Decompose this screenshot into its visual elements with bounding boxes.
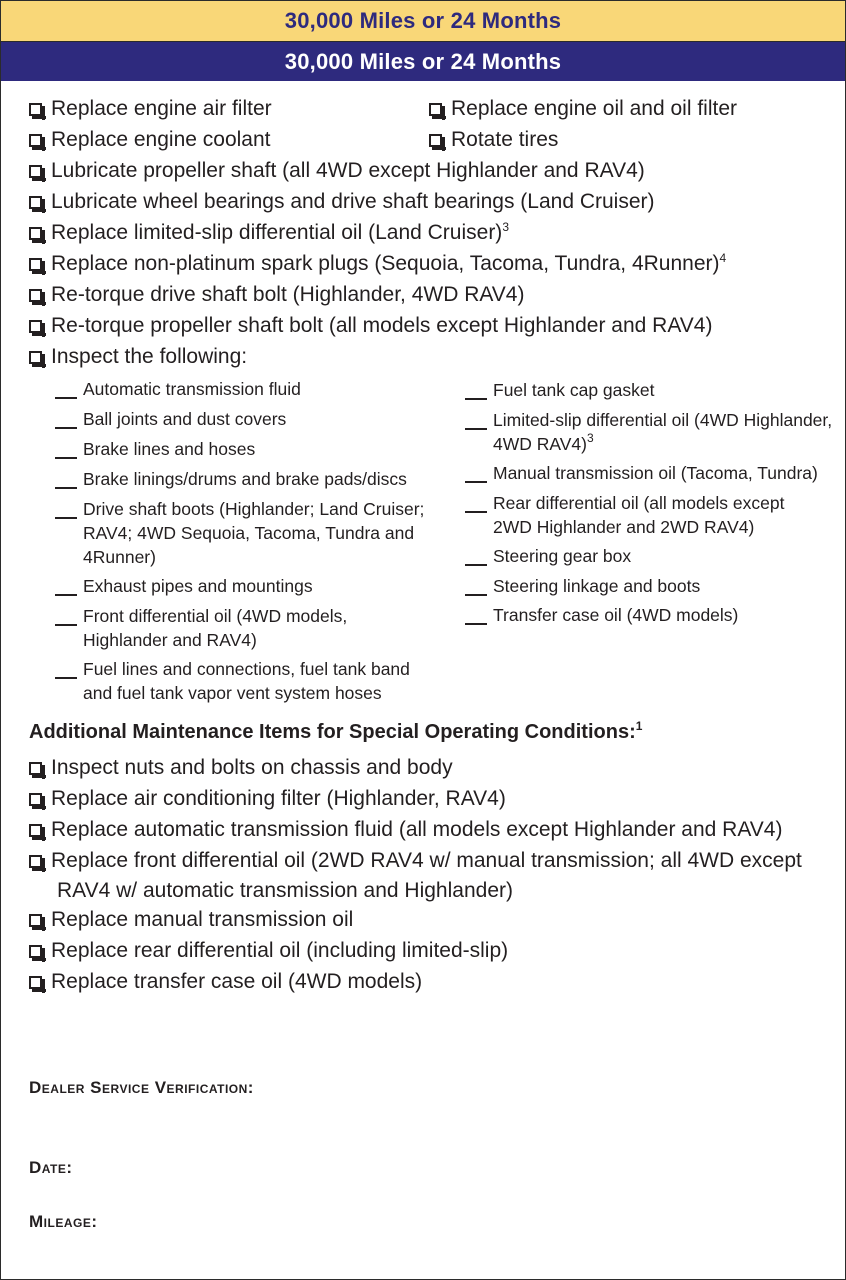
footnote-marker: 3 — [502, 220, 509, 234]
checkbox-icon[interactable] — [29, 196, 42, 209]
blank-line[interactable] — [55, 604, 77, 628]
checklist-item[interactable]: Lubricate propeller shaft (all 4WD except Highlander and RAV4) — [29, 156, 645, 186]
date-label: Date: — [29, 1158, 73, 1177]
checklist-item[interactable]: Rotate tires — [429, 125, 558, 155]
checkbox-icon[interactable] — [29, 227, 42, 240]
checkbox-icon[interactable] — [29, 945, 42, 958]
inspect-item[interactable]: Ball joints and dust covers — [55, 407, 435, 431]
inspect-item[interactable]: Manual transmission oil (Tacoma, Tundra) — [465, 461, 835, 485]
checkbox-icon[interactable] — [29, 855, 42, 868]
footnote-marker: 1 — [635, 719, 643, 733]
special-item[interactable]: Replace air conditioning filter (Highlander, RAV4) — [29, 784, 506, 814]
checklist-item[interactable]: Re-torque drive shaft bolt (Highlander, 4WD RAV4) — [29, 280, 524, 310]
blank-line[interactable] — [55, 574, 77, 598]
checkbox-icon[interactable] — [29, 793, 42, 806]
checkbox-icon[interactable] — [29, 976, 42, 989]
special-item[interactable]: Replace transfer case oil (4WD models) — [29, 967, 422, 997]
checkbox-icon[interactable] — [29, 914, 42, 927]
checkbox-icon[interactable] — [29, 320, 42, 333]
inspect-item[interactable]: Steering linkage and boots — [465, 574, 835, 598]
checklist-item[interactable]: Replace engine oil and oil filter — [429, 94, 737, 124]
checkbox-icon[interactable] — [29, 351, 42, 364]
special-conditions-title: Additional Maintenance Items for Special Operating Conditions:$^1$ — [29, 719, 643, 743]
checklist-item[interactable]: Replace engine air filter — [29, 94, 272, 124]
checklist-item[interactable]: Lubricate wheel bearings and drive shaft bearings (Land Cruiser) — [29, 187, 655, 217]
inspect-item[interactable]: Fuel lines and connections, fuel tank band and fuel tank vapor vent system hoses — [55, 657, 435, 705]
inspect-item[interactable]: Exhaust pipes and mountings — [55, 574, 435, 598]
blank-line[interactable] — [465, 574, 487, 598]
blank-line[interactable] — [465, 461, 487, 485]
blank-line[interactable] — [55, 657, 77, 681]
footnote-marker: 3 — [587, 431, 594, 445]
checklist-item[interactable]: Replace engine coolant — [29, 125, 271, 155]
blank-line[interactable] — [465, 603, 487, 627]
checkbox-icon[interactable] — [29, 258, 42, 271]
checklist-item[interactable]: Inspect the following: — [29, 342, 247, 372]
interval-header-top: 30,000 Miles or 24 Months — [1, 1, 845, 42]
inspect-item[interactable]: Front differential oil (4WD models, Highlander and RAV4) — [55, 604, 375, 652]
inspect-item[interactable]: Fuel tank cap gasket — [465, 378, 835, 402]
inspect-item[interactable]: Drive shaft boots (Highlander; Land Cruiser; RAV4; 4WD Sequoia, Tacoma, Tundra and 4Runner) — [55, 497, 435, 569]
checkbox-icon[interactable] — [29, 103, 42, 116]
checkbox-icon[interactable] — [29, 165, 42, 178]
blank-line[interactable] — [55, 497, 77, 521]
blank-line[interactable] — [55, 467, 77, 491]
dealer-verification-label: Dealer Service Verification: — [29, 1078, 254, 1097]
blank-line[interactable] — [465, 378, 487, 402]
checkbox-icon[interactable] — [29, 762, 42, 775]
inspect-item[interactable]: Brake linings/drums and brake pads/discs — [55, 467, 435, 491]
special-item[interactable]: Replace automatic transmission fluid (all models except Highlander and RAV4) — [29, 815, 782, 845]
blank-line[interactable] — [465, 544, 487, 568]
checklist-item[interactable]: Replace limited-slip differential oil (Land Cruiser)$^3$ — [29, 218, 509, 248]
inspect-item[interactable]: Transfer case oil (4WD models) — [465, 603, 835, 627]
checkbox-icon[interactable] — [29, 134, 42, 147]
blank-line[interactable] — [465, 408, 487, 432]
blank-line[interactable] — [55, 437, 77, 461]
inspect-item[interactable]: Rear differential oil (all models except 2WD Highlander and 2WD RAV4) — [465, 491, 805, 539]
inspect-item[interactable]: Limited-slip differential oil (4WD Highlander, 4WD RAV4)$^3$ — [465, 408, 835, 456]
special-item[interactable]: Inspect nuts and bolts on chassis and body — [29, 753, 453, 783]
checklist-item[interactable]: Re-torque propeller shaft bolt (all models except Highlander and RAV4) — [29, 311, 712, 341]
checklist-item[interactable]: Replace non-platinum spark plugs (Sequoia, Tacoma, Tundra, 4Runner)$^4$ — [29, 249, 726, 279]
checkbox-icon[interactable] — [29, 824, 42, 837]
special-item[interactable]: Replace rear differential oil (including limited-slip) — [29, 936, 508, 966]
inspect-item[interactable]: Brake lines and hoses — [55, 437, 435, 461]
special-item[interactable]: Replace manual transmission oil — [29, 905, 353, 935]
inspect-item[interactable]: Automatic transmission fluid — [55, 377, 435, 401]
mileage-label: Mileage: — [29, 1212, 98, 1231]
special-item[interactable]: Replace front differential oil (2WD RAV4 w/ manual transmission; all 4WD except RAV4 w/ automatic transmission and Highlander) — [29, 846, 837, 906]
footnote-marker: 4 — [719, 251, 727, 265]
checkbox-icon[interactable] — [429, 103, 442, 116]
blank-line[interactable] — [55, 377, 77, 401]
inspect-item[interactable]: Steering gear box — [465, 544, 835, 568]
checkbox-icon[interactable] — [429, 134, 442, 147]
checkbox-icon[interactable] — [29, 289, 42, 302]
interval-header-bottom: 30,000 Miles or 24 Months — [1, 42, 845, 81]
blank-line[interactable] — [465, 491, 487, 515]
blank-line[interactable] — [55, 407, 77, 431]
